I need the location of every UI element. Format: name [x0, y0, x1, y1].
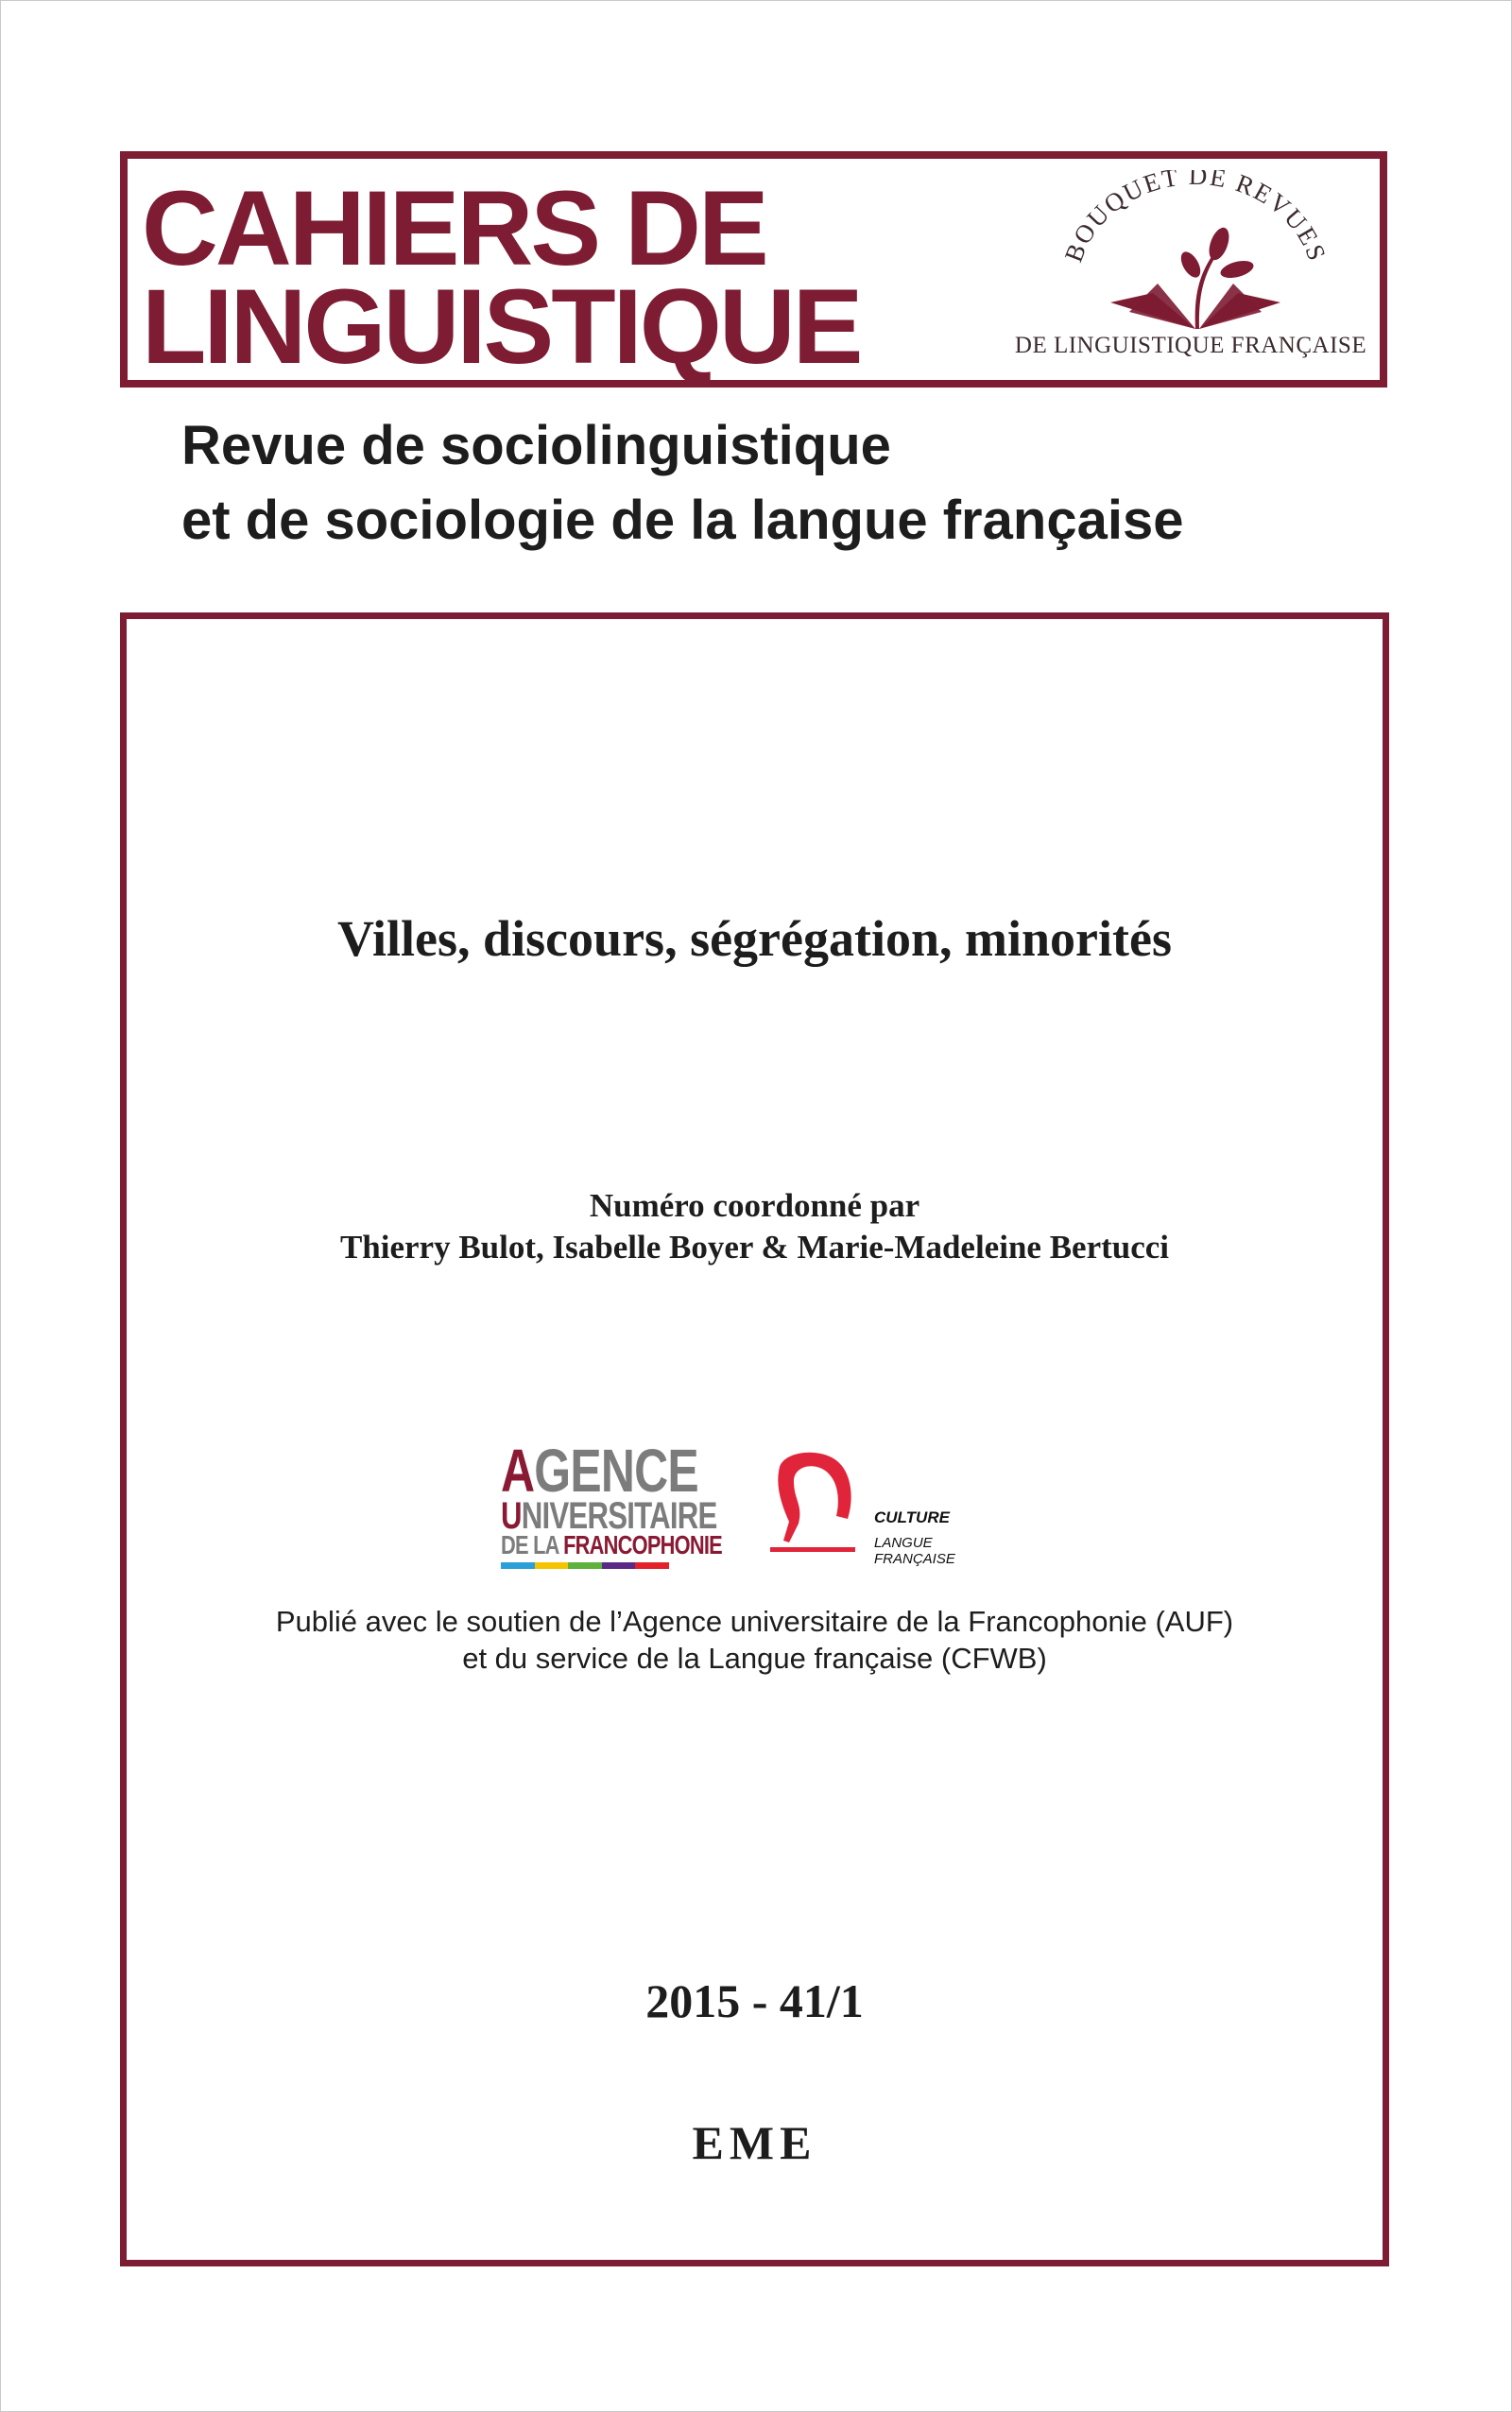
- auf-logo: AGENCE UNIVERSITAIRE DE LA FRANCOPHONIE: [501, 1444, 676, 1569]
- journal-title-line2: LINGUISTIQUE: [142, 267, 861, 386]
- issue-title: Villes, discours, ségrégation, minorités: [337, 910, 1172, 967]
- cfwb-langue-francaise: LANGUE FRANÇAISE: [874, 1535, 955, 1567]
- subtitle-line1: Revue de sociolinguistique: [181, 415, 891, 476]
- logo-arc-text: BOUQUET DE REVUES: [1058, 170, 1332, 267]
- svg-text:BOUQUET DE REVUES: [1059, 170, 1332, 266]
- rooster-icon: [761, 1448, 865, 1561]
- coordinated-by-label: Numéro coordonné par: [589, 1187, 920, 1224]
- journal-title-line1: CAHIERS DE: [142, 169, 766, 287]
- support-line2: et du service de la Langue française (CFWB): [462, 1642, 1047, 1675]
- auf-color-bar: [501, 1562, 669, 1569]
- year-volume: 2015 - 41/1: [645, 1974, 864, 2027]
- editors: Thierry Bulot, Isabelle Boyer & Marie-Madeleine Bertucci: [339, 1229, 1170, 1266]
- cfwb-culture: CULTURE: [874, 1508, 950, 1526]
- bouquet-de-revues-logo: [1006, 170, 1375, 369]
- cfwb-logo: [761, 1448, 1006, 1567]
- publisher: EME: [692, 2116, 817, 2169]
- logo-bottom-text: DE LINGUISTIQUE FRANÇAISE: [1014, 333, 1367, 358]
- open-book-plant-icon: [1006, 170, 1375, 331]
- support-line1: Publié avec le soutien de l’Agence universitaire de la Francophonie (AUF): [275, 1605, 1234, 1638]
- subtitle-line2: et de sociologie de la langue française: [181, 490, 1184, 551]
